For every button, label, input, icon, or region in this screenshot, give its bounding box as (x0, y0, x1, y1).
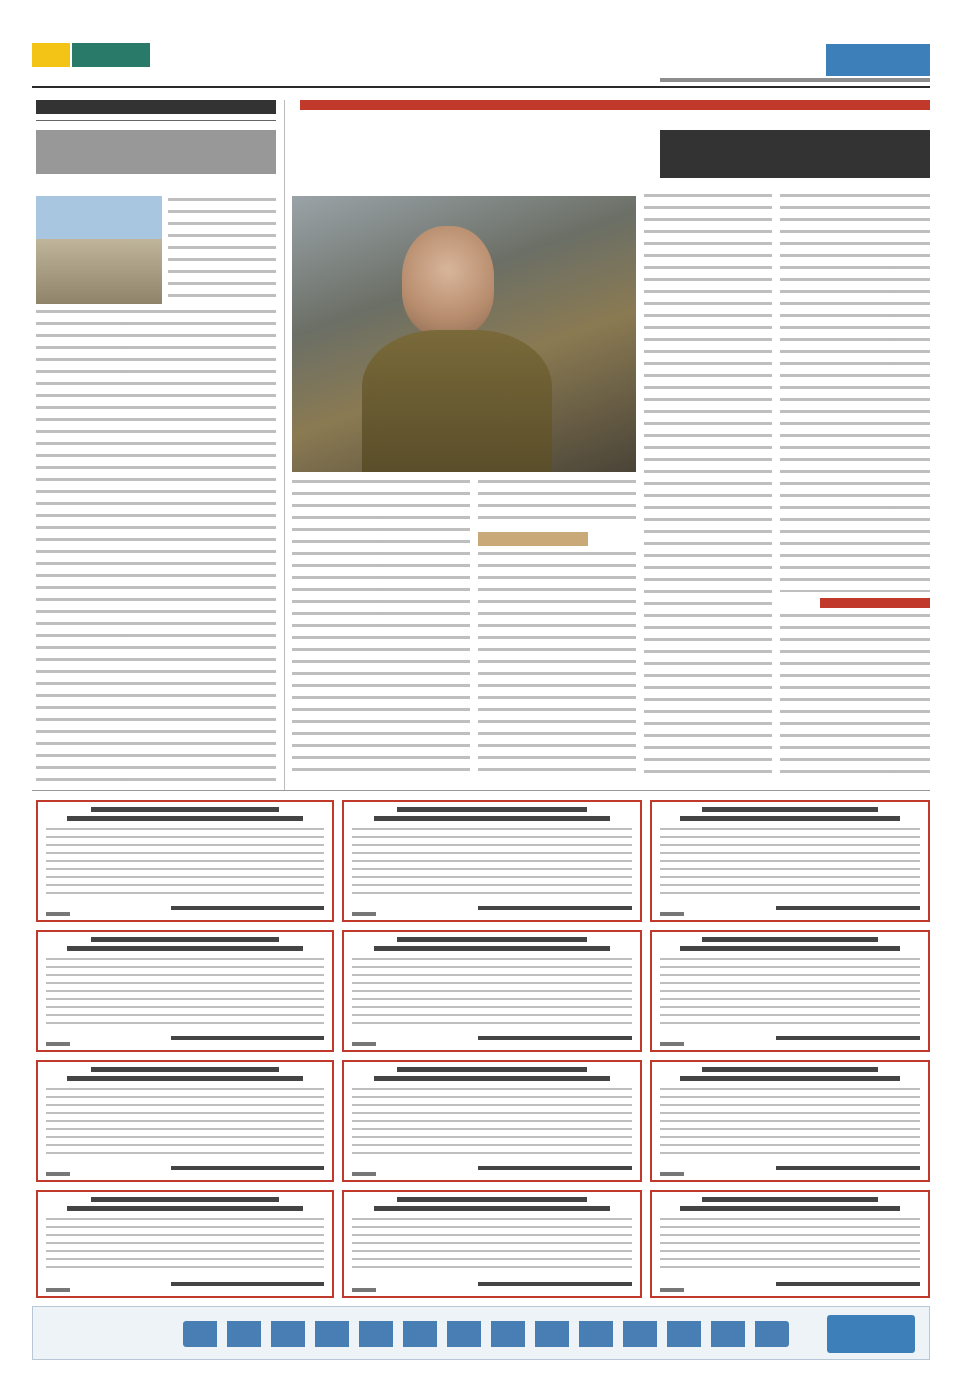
banner-text (183, 1321, 789, 1347)
museum-photo (36, 196, 162, 304)
side-lead (36, 130, 276, 174)
registry-ad (342, 800, 642, 922)
lead-headline (660, 130, 930, 178)
side-rule (36, 120, 276, 121)
portrait-face (402, 226, 494, 336)
registry-ad (650, 1190, 930, 1298)
registry-ad (342, 1060, 642, 1182)
section-tag (72, 43, 150, 67)
book-caption (478, 532, 588, 546)
lead-body-col3a (478, 480, 636, 526)
registry-ad (36, 1190, 334, 1298)
registry-ad (650, 800, 930, 922)
registry-ad (36, 930, 334, 1052)
side-headline (36, 100, 276, 114)
khorasan-net-logo (827, 1315, 915, 1353)
issue-info (660, 78, 930, 82)
lead-kicker (300, 100, 930, 110)
registry-ad (342, 930, 642, 1052)
lead-subhead (820, 598, 930, 608)
registry-ad (36, 800, 334, 922)
registry-ad (650, 1060, 930, 1182)
lead-body-col3b (478, 552, 636, 776)
lead-body-col2 (644, 194, 772, 776)
side-body (36, 310, 276, 782)
portrait-coat (362, 330, 552, 472)
page-number-badge (32, 43, 70, 67)
registry-ad (342, 1190, 642, 1298)
registry-ad (36, 1060, 334, 1182)
column-separator (284, 100, 285, 790)
masthead-rule (32, 86, 930, 88)
online-ads-banner[interactable] (32, 1306, 930, 1360)
newspaper-logo (826, 44, 930, 76)
lead-body-col1b (780, 614, 930, 776)
lead-body-col4 (292, 480, 470, 776)
ads-divider (32, 790, 930, 791)
side-body-top (168, 198, 276, 304)
registry-ad (650, 930, 930, 1052)
lead-body-col1 (780, 194, 930, 592)
